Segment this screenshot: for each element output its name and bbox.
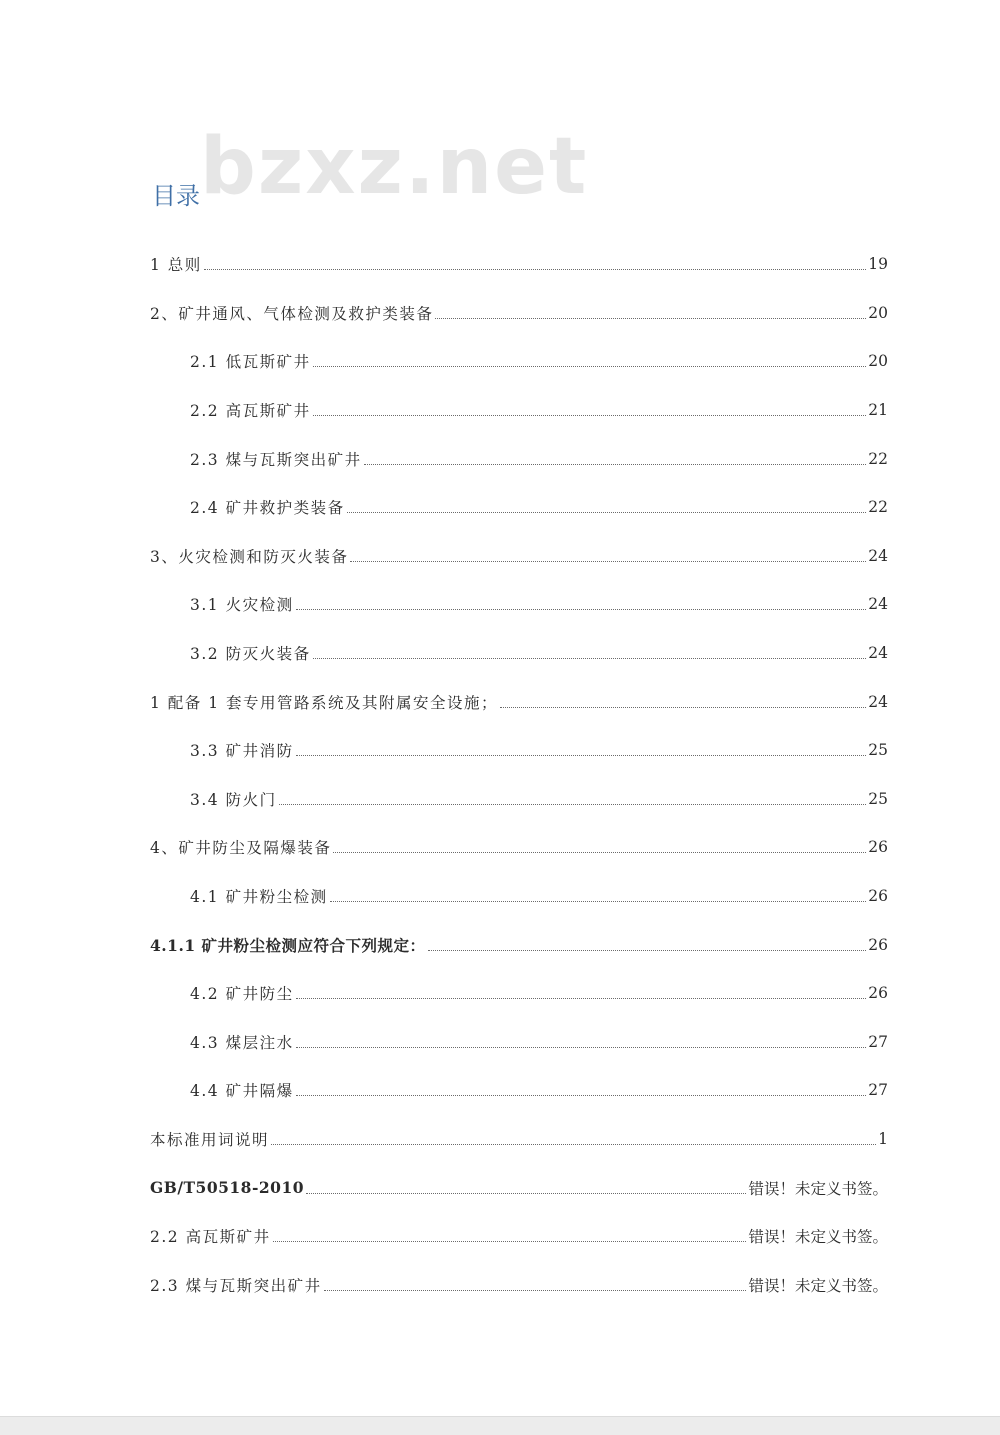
toc-entry[interactable] — [150, 240, 888, 289]
toc-entry-title: 3.1 火灾检测 — [190, 596, 294, 615]
toc-entry-page: 26 — [868, 887, 888, 906]
toc-entry[interactable] — [150, 823, 888, 872]
watermark: bzxz.net — [200, 122, 589, 212]
toc-dot-leader — [324, 1289, 747, 1291]
toc-entry-page: 21 — [868, 401, 888, 420]
toc-entry-page: 27 — [868, 1032, 888, 1051]
toc-entry[interactable] — [150, 775, 888, 824]
toc-entry-page: 错误！未定义书签。 — [748, 1179, 888, 1198]
toc-entry-title: 2.3 煤与瓦斯突出矿井 — [190, 450, 362, 469]
toc-entry[interactable] — [150, 969, 888, 1018]
toc-entry-title: 3、火灾检测和防灭火装备 — [150, 547, 349, 566]
toc-entry[interactable] — [150, 1260, 888, 1309]
toc-entry-title: 2.2 高瓦斯矿井 — [150, 1228, 271, 1247]
toc-entry-title: 2.4 矿井救护类装备 — [190, 499, 345, 518]
toc-entry-title: 本标准用词说明 — [150, 1130, 270, 1149]
toc-dot-leader — [330, 900, 867, 902]
toc-dot-leader — [428, 949, 867, 951]
toc-entry[interactable] — [150, 629, 888, 678]
toc-dot-leader — [435, 317, 866, 319]
toc-entry-page: 26 — [868, 935, 888, 954]
toc-entry-title: 1 总则 — [150, 256, 202, 275]
toc-entry[interactable] — [150, 289, 888, 338]
toc-entry-title: 3.3 矿井消防 — [190, 742, 294, 761]
toc-entry[interactable] — [150, 532, 888, 581]
toc-entry-page: 27 — [868, 1081, 888, 1100]
toc-entry[interactable] — [150, 580, 888, 629]
toc-entry[interactable] — [150, 337, 888, 386]
viewer-bottom-strip — [0, 1416, 1000, 1435]
toc-entry-title: GB/T50518-2010 — [150, 1178, 305, 1198]
toc-entry-title: 4.2 矿井防尘 — [190, 985, 294, 1004]
toc-entry-page: 20 — [868, 303, 888, 322]
toc-entry[interactable] — [150, 483, 888, 532]
toc-dot-leader — [204, 268, 866, 270]
toc-entry-page: 19 — [868, 255, 888, 274]
toc-entry-page: 26 — [868, 984, 888, 1003]
toc-entry-title: 2、矿井通风、气体检测及救护类装备 — [150, 304, 434, 323]
toc-dot-leader — [296, 1094, 867, 1096]
toc-dot-leader — [296, 997, 867, 999]
toc-dot-leader — [313, 657, 867, 659]
toc-entry-title: 3.2 防灭火装备 — [190, 645, 311, 664]
toc-entry[interactable] — [150, 1018, 888, 1067]
toc-entry-page: 25 — [868, 789, 888, 808]
toc-entry-page: 25 — [868, 741, 888, 760]
toc-entry[interactable] — [150, 1115, 888, 1164]
toc-entry[interactable] — [150, 872, 888, 921]
toc-entry-page: 错误！未定义书签。 — [748, 1228, 888, 1247]
toc-entry-page: 24 — [868, 595, 888, 614]
toc-entry[interactable] — [150, 386, 888, 435]
toc-entry-title: 2.3 煤与瓦斯突出矿井 — [150, 1276, 322, 1295]
toc-heading: 目录 — [152, 182, 200, 210]
toc-entry-title: 2.2 高瓦斯矿井 — [190, 402, 311, 421]
toc-dot-leader — [296, 1046, 867, 1048]
toc-entry[interactable] — [150, 920, 888, 969]
toc-entry-page: 26 — [868, 838, 888, 857]
toc-entry-page: 22 — [868, 449, 888, 468]
toc-dot-leader — [347, 511, 867, 513]
toc-entry[interactable] — [150, 1212, 888, 1261]
toc-entry-title: 4.1 矿井粉尘检测 — [190, 888, 328, 907]
table-of-contents — [150, 240, 888, 1309]
toc-dot-leader — [500, 706, 866, 708]
toc-dot-leader — [296, 608, 867, 610]
toc-entry-page: 20 — [868, 352, 888, 371]
toc-dot-leader — [296, 754, 867, 756]
toc-entry[interactable] — [150, 726, 888, 775]
toc-entry-title: 3.4 防火门 — [190, 790, 277, 809]
toc-dot-leader — [333, 851, 866, 853]
toc-entry-title: 4.1.1 矿井粉尘检测应符合下列规定： — [150, 935, 426, 955]
toc-entry-page: 24 — [868, 644, 888, 663]
toc-entry-page: 24 — [868, 692, 888, 711]
toc-entry-page: 22 — [868, 498, 888, 517]
toc-dot-leader — [273, 1240, 747, 1242]
toc-dot-leader — [279, 803, 867, 805]
toc-dot-leader — [313, 414, 867, 416]
toc-entry-page: 1 — [878, 1129, 888, 1148]
toc-entry[interactable] — [150, 1066, 888, 1115]
toc-dot-leader — [271, 1143, 876, 1145]
toc-entry-page: 错误！未定义书签。 — [748, 1276, 888, 1295]
toc-entry-title: 1 配备 1 套专用管路系统及其附属安全设施； — [150, 693, 499, 712]
toc-dot-leader — [306, 1192, 746, 1194]
toc-entry[interactable] — [150, 434, 888, 483]
toc-dot-leader — [364, 463, 867, 465]
toc-entry[interactable] — [150, 1163, 888, 1212]
toc-entry-title: 4.3 煤层注水 — [190, 1033, 294, 1052]
toc-dot-leader — [313, 365, 867, 367]
toc-entry-title: 2.1 低瓦斯矿井 — [190, 353, 311, 372]
toc-entry[interactable] — [150, 677, 888, 726]
toc-entry-page: 24 — [868, 546, 888, 565]
toc-entry-title: 4.4 矿井隔爆 — [190, 1082, 294, 1101]
toc-entry-title: 4、矿井防尘及隔爆装备 — [150, 839, 332, 858]
toc-dot-leader — [350, 560, 866, 562]
